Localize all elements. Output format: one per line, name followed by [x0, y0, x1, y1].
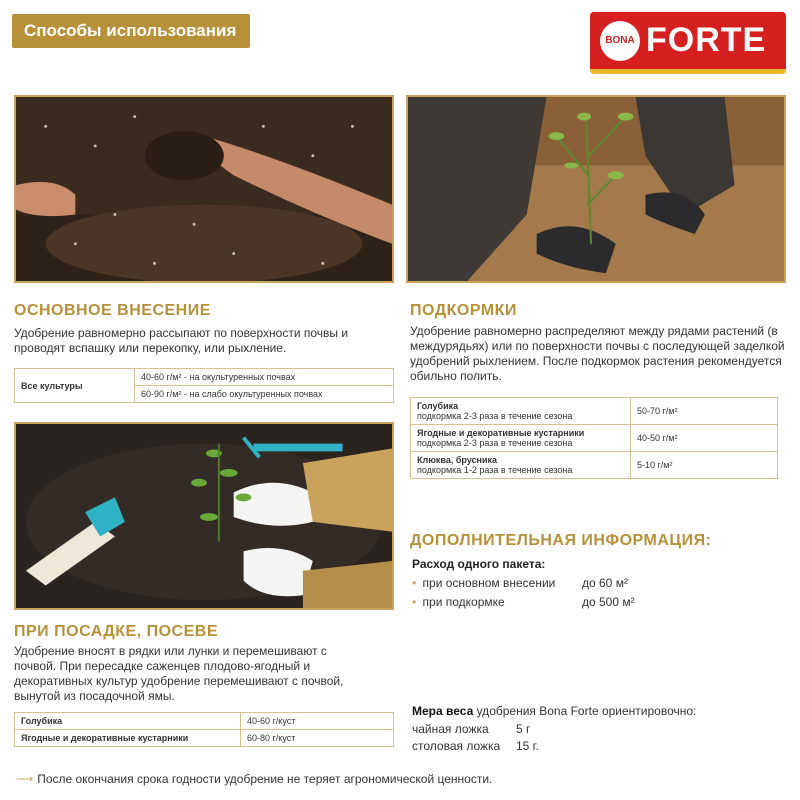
- planting-crop-2: Ягодные и декоративные кустарники: [15, 730, 241, 747]
- weight-row: [412, 722, 531, 736]
- brand-logo: [590, 12, 786, 74]
- feeding-note-1: подкормка 2-3 раза в течение сезона: [417, 411, 573, 421]
- extra-title: ДОПОЛНИТЕЛЬНАЯ ИНФОРМАЦИЯ:: [410, 532, 712, 549]
- planting-title: ПРИ ПОСАДКЕ, ПОСЕВЕ: [14, 623, 218, 640]
- feeding-dose-table: [410, 397, 778, 479]
- table-row: [15, 730, 394, 747]
- feeding-rate-3: 5-10 г/м²: [631, 452, 778, 479]
- section-badge: Способы использования: [12, 14, 250, 48]
- bullet-icon: •: [412, 595, 417, 609]
- logo-word: FORTE: [646, 21, 767, 59]
- footnote-text: После окончания срока годности удобрение не теряет агрономической ценности.: [37, 772, 493, 786]
- gloves-tools-photo: [14, 422, 394, 610]
- weight-intro: [412, 704, 696, 718]
- feeding-note-2: подкормка 2-3 раза в течение сезона: [417, 438, 573, 448]
- consumption-label-1: при основном внесении: [422, 576, 556, 590]
- feeding-crop-1: Голубика: [417, 401, 459, 411]
- planting-photo: [406, 95, 786, 283]
- planting-dose-table: [14, 712, 394, 747]
- basic-title: ОСНОВНОЕ ВНЕСЕНИЕ: [14, 302, 211, 319]
- planting-crop-1: Голубика: [15, 713, 241, 730]
- table-row: [411, 452, 778, 479]
- arrow-icon: ⟶: [16, 772, 34, 786]
- consumption-amount-2: до 500 м²: [582, 595, 635, 609]
- weight-amount-2: 15 г.: [516, 739, 539, 753]
- weight-amount-1: 5 г: [516, 722, 531, 736]
- consumption-amount-1: до 60 м²: [582, 576, 628, 590]
- basic-rate-1: 40-60 г/м² - на окультуренных почвах: [135, 369, 394, 386]
- basic-text: Удобрение равномерно рассыпают по поверхности почвы и проводят вспашку или перекопку, или рыхление.: [14, 326, 349, 355]
- basic-dose-table: [14, 368, 394, 403]
- feeding-text: Удобрение равномерно распределяют между рядами растений (в междурядьях) или по поверхности почвы с последующей заделкой удобрений рыхлением. После подкормок растения рекомендуется обильно полить.: [410, 324, 785, 383]
- consumption-label-2: при подкормке: [422, 595, 505, 609]
- feeding-title: ПОДКОРМКИ: [410, 302, 517, 319]
- footnote: [16, 772, 492, 786]
- bullet-icon: •: [412, 576, 417, 590]
- weight-rest: удобрения Bona Forte ориентировочно:: [473, 704, 697, 718]
- feeding-rate-1: 50-70 г/м²: [631, 398, 778, 425]
- weight-label-2: столовая ложка: [412, 739, 501, 753]
- planting-text: Удобрение вносят в рядки или лунки и перемешивают с почвой. При пересадке саженцев плодово-ягодный и декоративных культур удобрение перемешивают с почвой, вынутой из посадочной ямы.: [14, 644, 344, 703]
- planting-rate-2: 60-80 г/куст: [241, 730, 394, 747]
- feeding-rate-2: 40-50 г/м²: [631, 425, 778, 452]
- table-row: [15, 713, 394, 730]
- table-row: [411, 425, 778, 452]
- weight-row: [412, 739, 539, 753]
- table-row: [411, 398, 778, 425]
- consumption-row: [412, 595, 635, 609]
- basic-crop: Все культуры: [15, 369, 135, 403]
- basic-rate-2: 60-90 г/м² - на слабо окультуренных почвах: [135, 386, 394, 403]
- consumption-row: [412, 576, 628, 590]
- feeding-crop-2: Ягодные и декоративные кустарники: [417, 428, 585, 438]
- weight-label-1: чайная ложка: [412, 722, 489, 736]
- logo-circle: BONA: [600, 21, 640, 61]
- consumption-label: Расход одного пакета:: [412, 557, 546, 571]
- table-row: [15, 369, 394, 386]
- planting-rate-1: 40-60 г/куст: [241, 713, 394, 730]
- feeding-crop-3: Клюква, брусника: [417, 455, 498, 465]
- soil-hands-photo: [14, 95, 394, 283]
- feeding-note-3: подкормка 1-2 раза в течение сезона: [417, 465, 573, 475]
- weight-bold: Мера веса: [412, 704, 474, 718]
